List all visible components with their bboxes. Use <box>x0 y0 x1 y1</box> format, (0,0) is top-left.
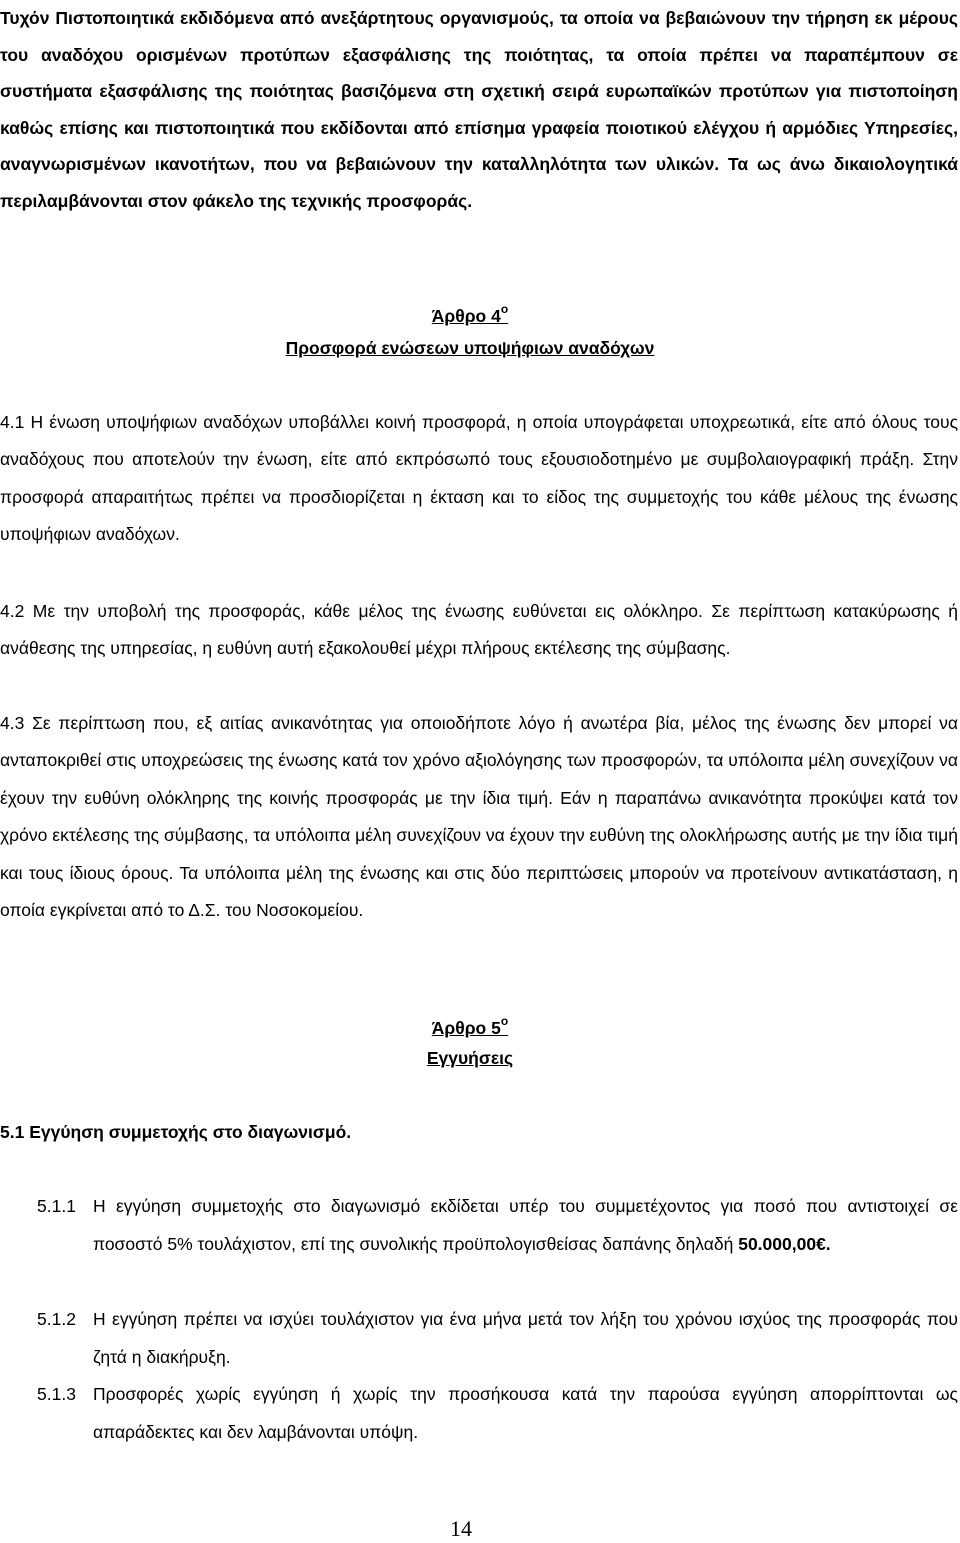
article-4-number <box>0 297 940 328</box>
article-5-number-label: Άρθρο 5 <box>431 1018 501 1038</box>
article-4-number-sup: ο <box>500 302 509 316</box>
paragraph-4-3-part-2: Εάν η παραπάνω ανικανότητα προκύψει κατά τον χρόνο εκτέλεσης της σύμβασης, τα υπόλοιπα μέλη συνεχίζουν να έχουν την ευθύνη της ολοκλήρωσης αυτής με την ίδια τιμή και τους ίδιους όρους. <box>0 787 958 883</box>
article-4-title: Προσφορά ενώσεων υποψήφιων αναδόχων <box>285 338 655 358</box>
subsection-5-1-1-body: Η εγγύηση συμμετοχής στο διαγωνισμό εκδίδεται υπέρ του συμμετέχοντος για ποσό που αντιστοιχεί σε ποσοστό 5% τουλάχιστον, επί της συνολικής προϋπολογισθείσας δαπάνης δηλαδή <box>93 1196 958 1254</box>
subsection-5-1-3 <box>37 1376 958 1451</box>
paragraph-4-1 <box>0 404 958 554</box>
subsection-5-1-3-text: Προσφορές χωρίς εγγύηση ή χωρίς την προσήκουσα κατά την παρούσα εγγύηση απορρίπτονται ως απαράδεκτες και δεν λαμβάνονται υπόψη. <box>93 1384 958 1442</box>
article-5-number-sup: ο <box>500 1014 509 1028</box>
paragraph-4-1-part-2: Στην προσφορά απαραιτήτως πρέπει να προσδιορίζεται η έκταση και το είδος της συμμετοχής του κάθε μέλους της ένωσης υποψήφιων αναδόχων. <box>0 449 958 545</box>
paragraph-4-2-part-2: Σε περίπτωση κατακύρωσης ή ανάθεσης της υπηρεσίας, η ευθύνη αυτή εξακολουθεί μέχρι πλήρους εκτέλεσης της σύμβασης. <box>0 601 958 659</box>
article-5-number <box>0 1009 940 1040</box>
paragraph-4-2 <box>0 593 958 668</box>
article-4-number-label: Άρθρο 4 <box>431 306 501 326</box>
intro-paragraph: Τυχόν Πιστοποιητικά εκδιδόμενα από ανεξάρτητους οργανισμούς, τα οποία να βεβαιώνουν την τήρηση εκ μέρους του αναδόχου ορισμένων προτύπων εξασφάλισης της ποιότητας, τα οποία πρέπει να παραπέμπουν σε συστήματα εξασφάλισης της ποιότητας βασιζόμενα στη σχετική σειρά ευρωπαϊκών προτύπων για πιστοποίηση καθώς επίσης και πιστοποιητικά που εκδίδονται από επίσημα γραφεία ποιοτικού ελέγχου ή αρμόδιες Υπηρεσίες, αναγνωρισμένων ικανοτήτων, που να βεβαιώνουν την καταλληλότητα των υλικών. Τα ως άνω δικαιολογητικά περιλαμβάνονται στον φάκελο της τεχνικής προσφοράς. <box>0 8 958 211</box>
subsection-5-1-1-number: 5.1.1 <box>37 1196 76 1216</box>
section-5-1-title: 5.1 Εγγύηση συμμετοχής στο διαγωνισμό. <box>0 1122 352 1142</box>
subsection-5-1-3-number: 5.1.3 <box>37 1384 76 1404</box>
subsection-5-1-2-number: 5.1.2 <box>37 1309 76 1329</box>
article-5-title: Εγγυήσεις <box>426 1048 514 1068</box>
paragraph-4-1-part-1: 4.1 Η ένωση υποψήφιων αναδόχων υποβάλλει κοινή προσφορά, η οποία υπογράφεται υποχρεωτικά, είτε από όλους τους αναδόχους που αποτελούν την ένωση, είτε από εκπρόσωπό τους εξουσιοδοτημένο με συμβολαιογραφική πράξη. <box>0 412 958 470</box>
guarantee-amount: 50.000,00€. <box>738 1233 831 1254</box>
subsection-5-1-2 <box>37 1301 958 1376</box>
paragraph-4-3 <box>0 705 958 929</box>
page-number: 14 <box>450 1516 472 1541</box>
subsection-5-1-2-text: Η εγγύηση πρέπει να ισχύει τουλάχιστον για ένα μήνα μετά τον λήξη του χρόνου ισχύος της προσφοράς που ζητά η διακήρυξη. <box>93 1309 958 1367</box>
paragraph-4-3-part-1: 4.3 Σε περίπτωση που, εξ αιτίας ανικανότητας για οποιοδήποτε λόγο ή ανωτέρα βία, μέλος της ένωσης δεν μπορεί να ανταποκριθεί στις υποχρεώσεις της ένωσης κατά τον χρόνο αξιολόγησης των προσφορών, τα υπόλοιπα μέλη συνεχίζουν να έχουν την ευθύνη ολόκληρης της κοινής προσφοράς με την ίδια τιμή. <box>0 713 958 808</box>
subsection-5-1-1 <box>37 1188 958 1263</box>
paragraph-4-3-part-3: Τα υπόλοιπα μέλη της ένωσης και στις δύο περιπτώσεις μπορούν να προτείνουν αντικατάσταση, η οποία εγκρίνεται από το Δ.Σ. του Νοσοκομείου. <box>0 862 958 921</box>
subsection-5-1-1-text <box>93 1188 958 1263</box>
paragraph-4-2-part-1: 4.2 Με την υποβολή της προσφοράς, κάθε μέλος της ένωσης ευθύνεται εις ολόκληρο. <box>0 601 703 621</box>
